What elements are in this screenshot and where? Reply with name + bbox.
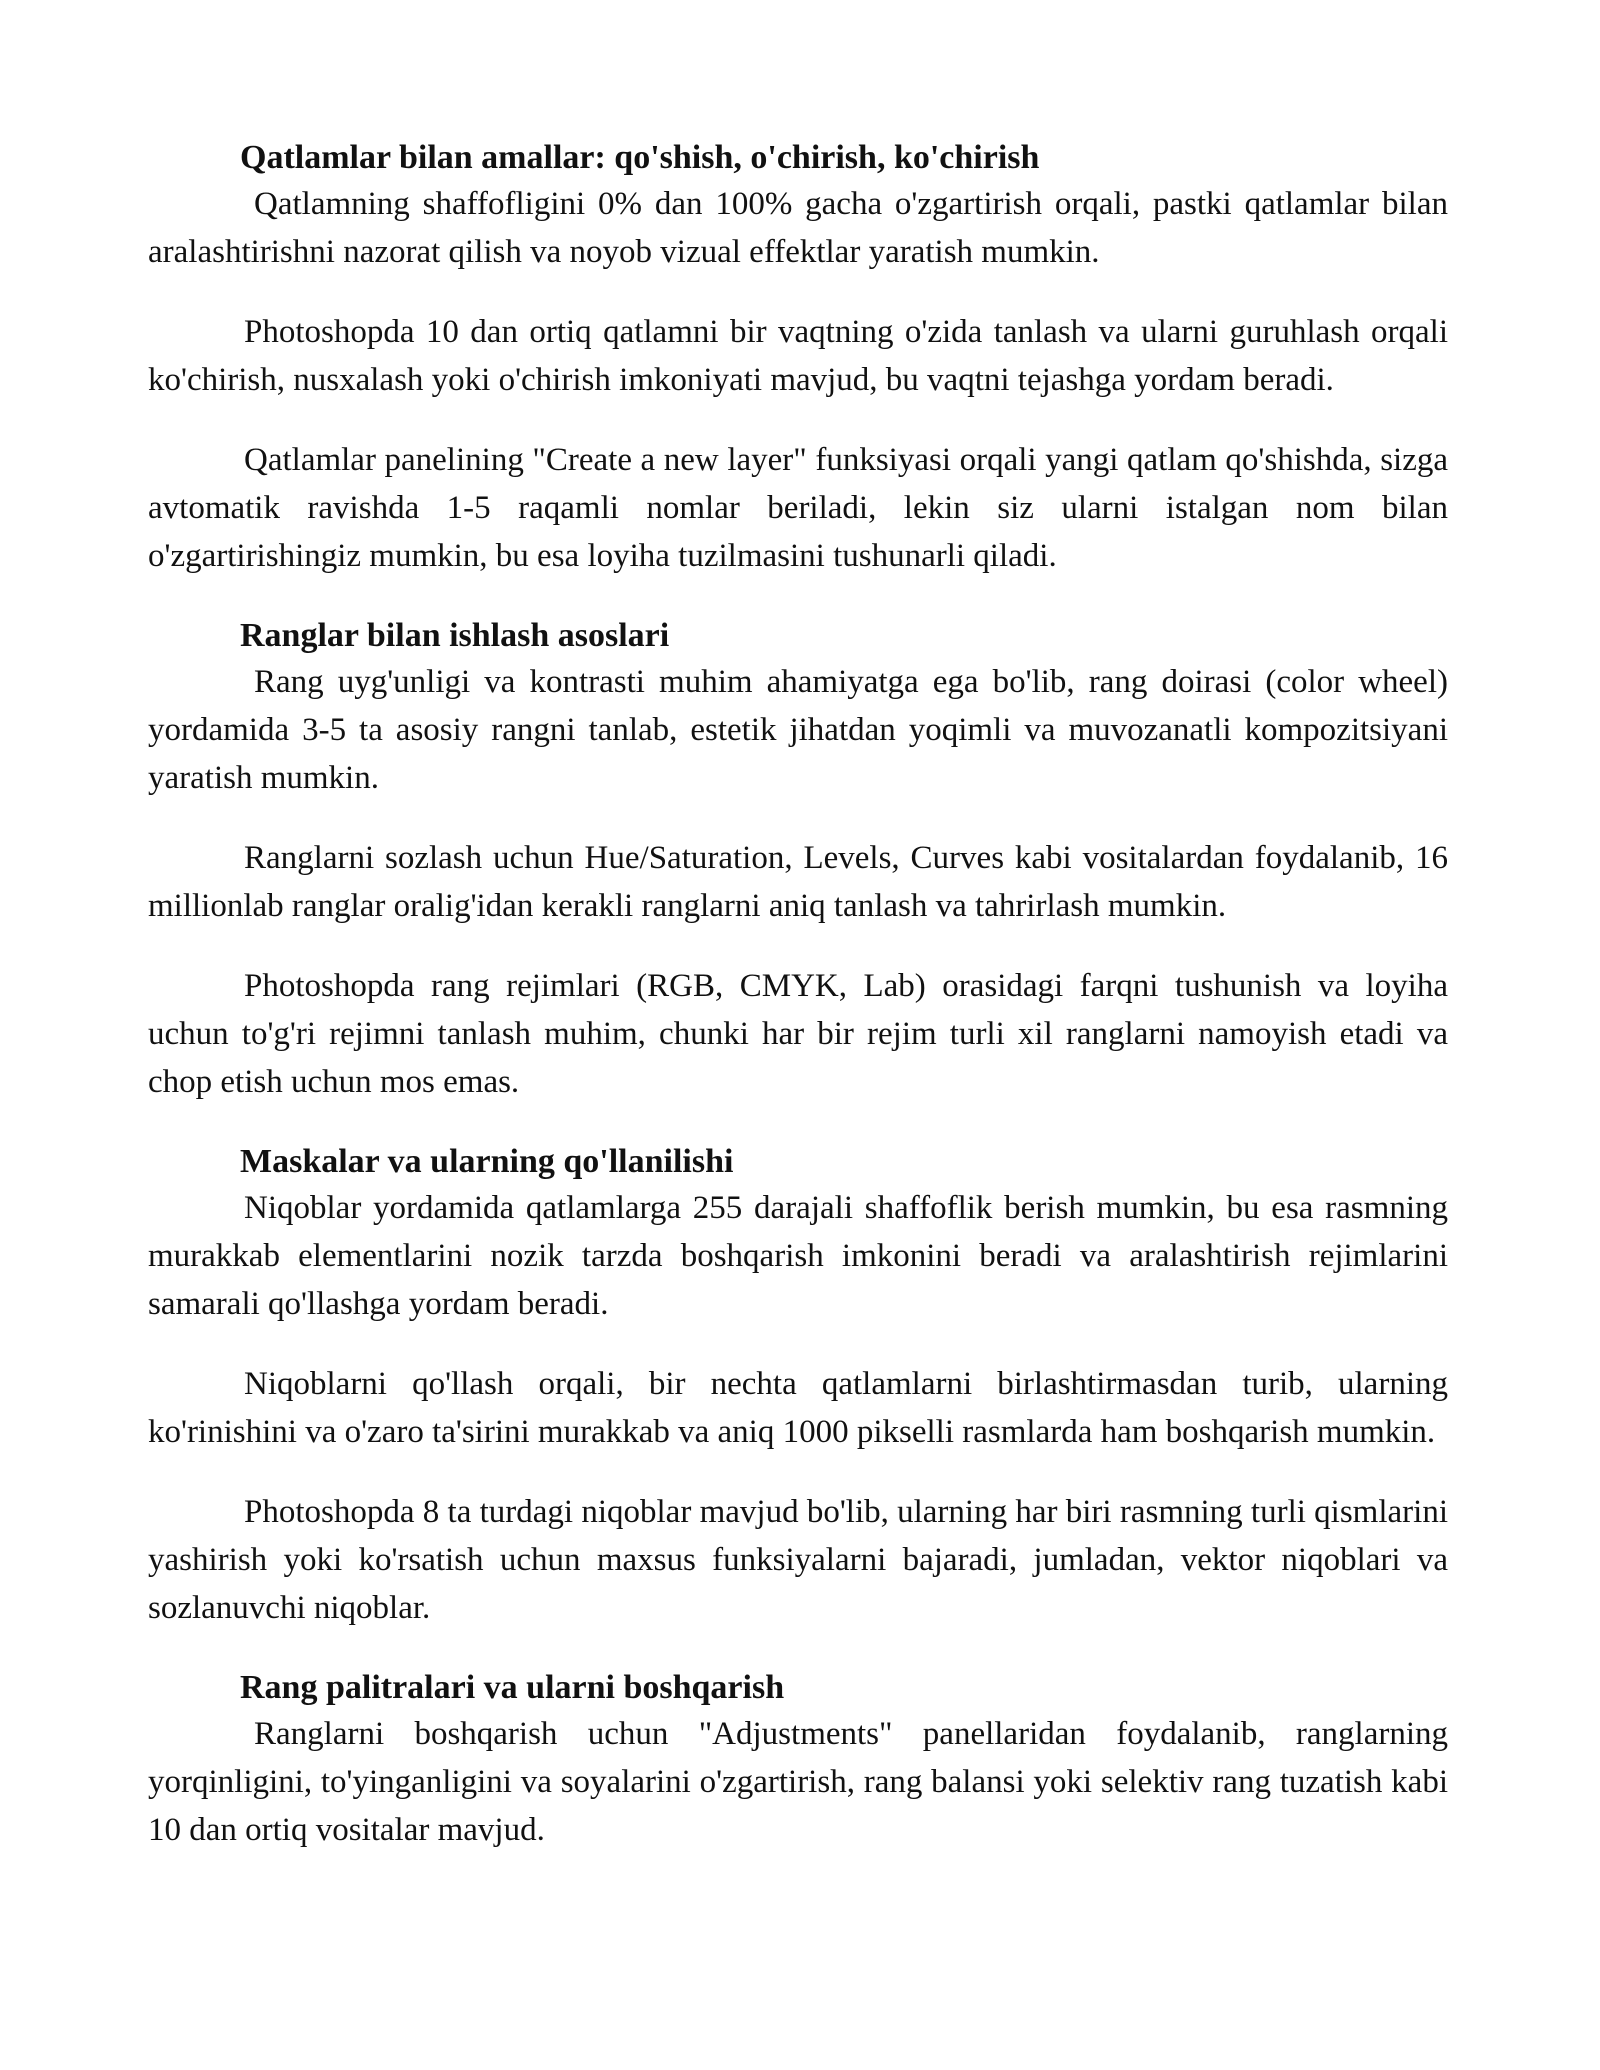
section-layers bbox=[148, 136, 1448, 580]
paragraph: Photoshopda 8 ta turdagi niqoblar mavjud bo'lib, ularning har biri rasmning turli qismlarini yashirish yoki ko'rsatish uchun maxsus funksiyalarni bajaradi, jumladan, vektor niqoblari va sozlanuvchi niqoblar. bbox=[148, 1494, 1448, 1626]
paragraph: Ranglarni boshqarish uchun "Adjustments" panellaridan foydalanib, ranglarning yorqinligini, to'yinganligini va soyalarini o'zgartirish, rang balansi yoki selektiv rang tuzatish kabi 10 dan ortiq vositalar mavjud. bbox=[148, 1716, 1448, 1848]
section-colors bbox=[148, 614, 1448, 1106]
paragraph: Niqoblarni qo'llash orqali, bir nechta qatlamlarni birlashtirmasdan turib, ularning ko'rinishini va o'zaro ta'sirini murakkab va aniq 1000 pikselli rasmlarda ham boshqarish mumkin. bbox=[148, 1366, 1448, 1450]
paragraph: Qatlamlar panelining "Create a new layer" funksiyasi orqali yangi qatlam qo'shishda, sizga avtomatik ravishda 1-5 raqamli nomlar beriladi, lekin siz ularni istalgan nom bilan o'zgartirishingiz mumkin, bu esa loyiha tuzilmasini tushunarli qiladi. bbox=[148, 442, 1448, 574]
document-page bbox=[148, 136, 1448, 1854]
paragraph: Photoshopda 10 dan ortiq qatlamni bir vaqtning o'zida tanlash va ularni guruhlash orqali ko'chirish, nusxalash yoki o'chirish imkoniyati mavjud, bu vaqtni tejashga yordam beradi. bbox=[148, 314, 1448, 398]
section-masks bbox=[148, 1140, 1448, 1632]
section-heading: Maskalar va ularning qo'llanilishi bbox=[240, 1143, 734, 1180]
paragraph: Qatlamning shaffofligini 0% dan 100% gacha o'zgartirish orqali, pastki qatlamlar bilan aralashtirishni nazorat qilish va noyob vizual effektlar yaratish mumkin. bbox=[148, 186, 1448, 270]
section-heading: Rang palitralari va ularni boshqarish bbox=[240, 1669, 785, 1706]
paragraph: Photoshopda rang rejimlari (RGB, CMYK, Lab) orasidagi farqni tushunish va loyiha uchun to'g'ri rejimni tanlash muhim, chunki har bir rejim turli xil ranglarni namoyish etadi va chop etish uchun mos emas. bbox=[148, 968, 1448, 1100]
section-heading: Ranglar bilan ishlash asoslari bbox=[240, 617, 670, 654]
section-palettes bbox=[148, 1666, 1448, 1854]
paragraph: Rang uyg'unligi va kontrasti muhim ahamiyatga ega bo'lib, rang doirasi (color wheel) yordamida 3-5 ta asosiy rangni tanlab, estetik jihatdan yoqimli va muvozanatli kompozitsiyani yaratish mumkin. bbox=[148, 664, 1448, 796]
paragraph: Ranglarni sozlash uchun Hue/Saturation, Levels, Curves kabi vositalardan foydalanib, 16 millionlab ranglar oralig'idan kerakli ranglarni aniq tanlash va tahrirlash mumkin. bbox=[148, 840, 1448, 924]
section-heading: Qatlamlar bilan amallar: qo'shish, o'chirish, ko'chirish bbox=[240, 139, 1040, 176]
paragraph: Niqoblar yordamida qatlamlarga 255 darajali shaffoflik berish mumkin, bu esa rasmning murakkab elementlarini nozik tarzda boshqarish imkonini beradi va aralashtirish rejimlarini samarali qo'llashga yordam beradi. bbox=[148, 1190, 1448, 1322]
